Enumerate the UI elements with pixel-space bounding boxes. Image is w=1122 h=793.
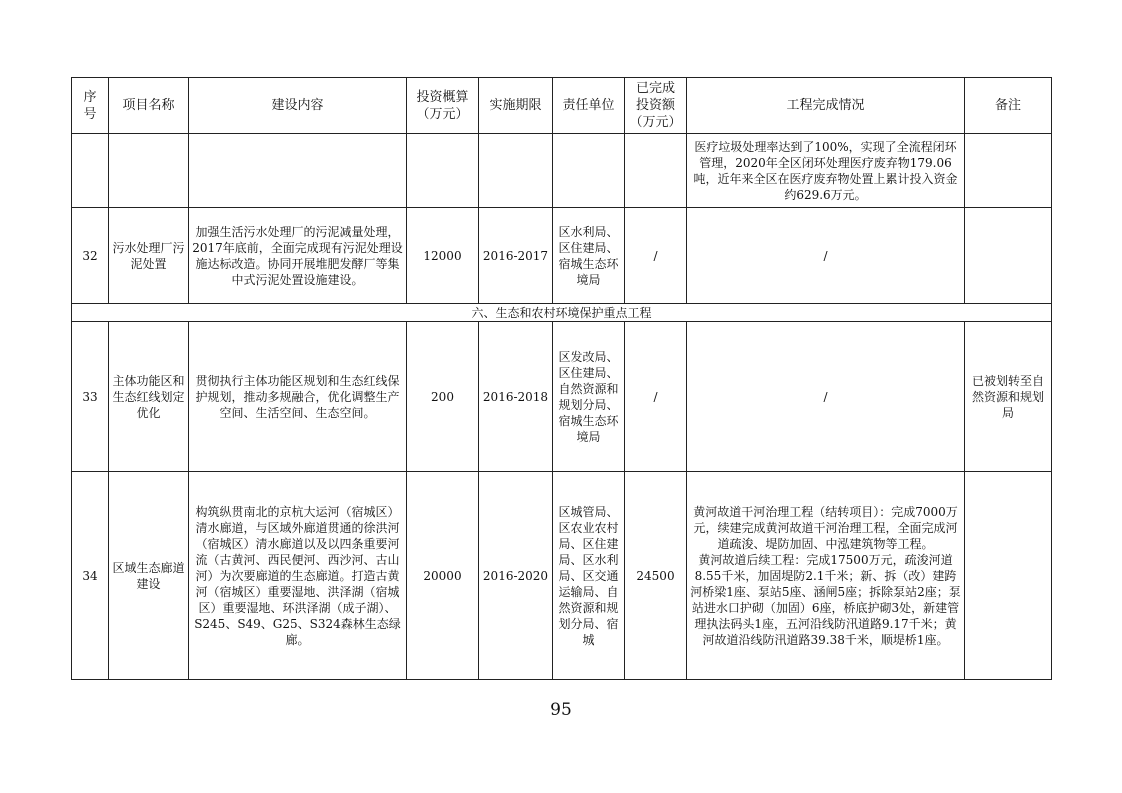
project-table — [71, 77, 1052, 680]
cell-name: 区域生态廊道建设 — [109, 472, 189, 680]
table-row — [72, 472, 1052, 680]
page-number: 95 — [550, 700, 572, 720]
cell-name: 污水处理厂污泥处置 — [109, 208, 189, 304]
cell-content: 构筑纵贯南北的京杭大运河（宿城区）清水廊道，与区域外廊道贯通的徐洪河（宿城区）清水廊道以及以四条重要河流（古黄河、西民便河、西沙河、古山河）为次要廊道的生态廊道。打造古黄河（宿城区）重要湿地、洪泽湖（宿城区）重要湿地、环洪泽湖（成子湖）、S245、S49、G25、S324森林生态绿廊。 — [189, 472, 407, 680]
cell-status: 黄河故道干河治理工程（结转项目）：完成7000万元，续建完成黄河故道干河治理工程，全面完成河道疏浚、堤防加固、中泓建筑物等工程。 黄河故道后续工程：完成17500万元，疏浚河道8.55千米，加固堤防2.1千米；新、拆（改）建跨河桥梁1座、泵站5座、涵闸5座；拆除泵站2座；泵站进水口护砌（加固）6座，桥底护砌3处，新建管理执法码头1座，五河沿线防汛道路9.17千米；黄河故道沿线防汛道路39.38千米，顺堤桥1座。 — [687, 472, 965, 680]
header-content: 建设内容 — [189, 78, 407, 134]
cell-completed: / — [625, 322, 687, 472]
cell-unit: 区发改局、区住建局、自然资源和规划分局、宿城生态环境局 — [553, 322, 625, 472]
cell-name — [109, 134, 189, 208]
cell-status: / — [687, 208, 965, 304]
cell-no: 33 — [72, 322, 109, 472]
header-completed: 已完成 投资额 （万元） — [625, 78, 687, 134]
table-row — [72, 208, 1052, 304]
cell-no: 34 — [72, 472, 109, 680]
cell-budget: 200 — [407, 322, 479, 472]
cell-period — [479, 134, 553, 208]
header-budget: 投资概算 （万元） — [407, 78, 479, 134]
cell-remark — [965, 208, 1052, 304]
table-row — [72, 322, 1052, 472]
cell-completed: / — [625, 208, 687, 304]
cell-name: 主体功能区和生态红线划定优化 — [109, 322, 189, 472]
cell-period: 2016-2017 — [479, 208, 553, 304]
table-row — [72, 134, 1052, 208]
header-period: 实施期限 — [479, 78, 553, 134]
cell-no — [72, 134, 109, 208]
cell-budget: 12000 — [407, 208, 479, 304]
cell-completed — [625, 134, 687, 208]
cell-status: 医疗垃圾处理率达到了100%，实现了全流程闭环管理，2020年全区闭环处理医疗废弃物179.06吨，近年来全区在医疗废弃物处置上累计投入资金约629.6万元。 — [687, 134, 965, 208]
cell-content: 加强生活污水处理厂的污泥减量处理，2017年底前，全面完成现有污泥处理设施达标改造。协同开展堆肥发酵厂等集中式污泥处置设施建设。 — [189, 208, 407, 304]
header-no: 序 号 — [72, 78, 109, 134]
cell-remark — [965, 472, 1052, 680]
cell-unit: 区水利局、区住建局、宿城生态环境局 — [553, 208, 625, 304]
cell-status: / — [687, 322, 965, 472]
cell-completed: 24500 — [625, 472, 687, 680]
section-title: 六、生态和农村环境保护重点工程 — [72, 304, 1052, 322]
cell-no: 32 — [72, 208, 109, 304]
cell-content: 贯彻执行主体功能区规划和生态红线保护规划，推动多规融合，优化调整生产空间、生活空间、生态空间。 — [189, 322, 407, 472]
cell-remark: 已被划转至自然资源和规划局 — [965, 322, 1052, 472]
header-status: 工程完成情况 — [687, 78, 965, 134]
header-remark: 备注 — [965, 78, 1052, 134]
cell-period: 2016-2020 — [479, 472, 553, 680]
cell-remark — [965, 134, 1052, 208]
cell-budget: 20000 — [407, 472, 479, 680]
cell-content — [189, 134, 407, 208]
header-project-name: 项目名称 — [109, 78, 189, 134]
cell-period: 2016-2018 — [479, 322, 553, 472]
section-row — [72, 304, 1052, 322]
cell-unit: 区城管局、区农业农村局、区住建局、区水利局、区交通运输局、自然资源和规划分局、宿城 — [553, 472, 625, 680]
header-row — [72, 78, 1052, 134]
cell-budget — [407, 134, 479, 208]
cell-unit — [553, 134, 625, 208]
header-unit: 责任单位 — [553, 78, 625, 134]
